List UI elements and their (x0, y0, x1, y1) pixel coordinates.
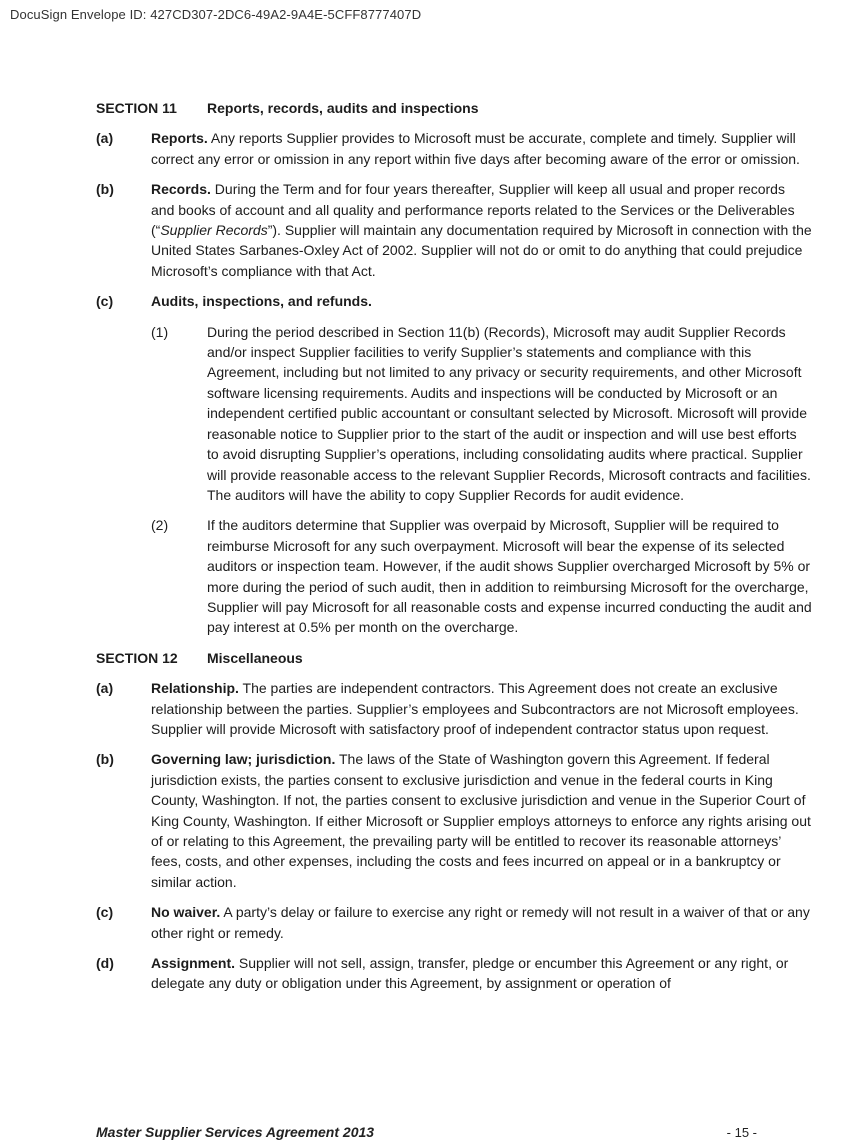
clause-paragraph (96, 678, 812, 739)
clause-body-text: Supplier will not sell, assign, transfer, pledge or encumber this Agreement or any right, or delegate any duty or obligation under this Agreement, by assignment or operation of (151, 955, 789, 992)
section-number: SECTION 12 (96, 649, 178, 666)
footer-page-number: - 15 - (726, 1125, 757, 1140)
document-blocks (96, 98, 812, 1004)
clause-lead-in: Relationship. (151, 680, 239, 697)
clause-body-text: If the auditors determine that Supplier was overpaid by Microsoft, Supplier will be required to reimburse Microsoft for any such overpayment. Microsoft will bear the expense of its selected auditors or inspection team. However, if the audit shows Supplier overcharged Microsoft by 5% or more during the period of such audit, then in addition to reimbursing Microsoft for the overcharge, Supplier will pay Microsoft for all reasonable costs and expense incurred conducting the audit and pay interest at 0.5% per month on the overcharge. (207, 517, 812, 636)
clause-text (207, 322, 812, 506)
clause-lead-in: Reports. (151, 130, 208, 147)
clause-paragraph (96, 953, 812, 994)
section-heading (96, 98, 812, 118)
section-number: SECTION 11 (96, 100, 177, 116)
clause-body-text: During the Term and for four years thereafter, Supplier will keep all usual and proper records and books of account and all quality and performance reports related to the Services or the Deliverables (“ (151, 181, 795, 239)
clause-text (151, 291, 812, 311)
clause-label: (b) (96, 751, 114, 768)
clause-label: (a) (96, 680, 114, 697)
docusign-envelope-id: DocuSign Envelope ID: 427CD307-2DC6-49A2-9A4E-5CFF8777407D (10, 7, 422, 22)
subclause-paragraph (96, 515, 812, 637)
clause-text (151, 902, 812, 943)
defined-term: Supplier Records (160, 222, 268, 239)
clause-lead-in: Audits, inspections, and refunds. (151, 293, 372, 310)
clause-text (151, 179, 812, 281)
clause-paragraph (96, 128, 812, 169)
clause-paragraph (96, 179, 812, 281)
clause-paragraph (96, 291, 812, 311)
clause-body-text: The parties are independent contractors. This Agreement does not create an exclusive relationship between the parties. Supplier’s employees and Subcontractors are not Microsoft employees. Supplier will provide Microsoft with satisfactory proof of independent contractor status upon request. (151, 680, 799, 737)
section-heading (96, 648, 812, 668)
section-title: Reports, records, audits and inspections (207, 100, 479, 116)
clause-body-text: The laws of the State of Washington govern this Agreement. If federal jurisdiction exists, the parties consent to exclusive jurisdiction and venue in the federal courts in King County, Washington. If not, the parties consent to exclusive jurisdiction and venue in the Superior Court of King County, Washington. If either Microsoft or Supplier employs attorneys to enforce any rights arising out of or relating to this Agreement, the prevailing party will be entitled to recover its reasonable attorneys’ fees, costs, and other expenses, including the costs and fees incurred on appeal or in a bankruptcy or similar action. (151, 751, 811, 890)
clause-lead-in: Governing law; jurisdiction. (151, 751, 336, 768)
clause-label: (d) (96, 955, 114, 972)
clause-label: (c) (96, 293, 114, 310)
footer-document-title: Master Supplier Services Agreement 2013 (96, 1124, 375, 1140)
clause-lead-in: No waiver. (151, 904, 221, 921)
clause-text (151, 953, 812, 994)
section-title: Miscellaneous (207, 649, 303, 666)
clause-label: (b) (96, 181, 114, 198)
clause-label: (1) (151, 323, 169, 340)
clause-body-text: ”). Supplier will maintain any documentation required by Microsoft in connection with the United States Sarbanes-Oxley Act of 2002. Supplier will not do or omit to do anything that could prejudice Microsoft’s compliance with that Act. (151, 222, 812, 279)
clause-lead-in: Records. (151, 181, 211, 198)
clause-body-text: Any reports Supplier provides to Microsoft must be accurate, complete and timely. Supplier will correct any error or omission in any report within five days after becoming aware of the error or omission. (151, 130, 800, 167)
clause-body-text: A party’s delay or failure to exercise any right or remedy will not result in a waiver of that or any other right or remedy. (151, 904, 810, 941)
clause-text (151, 128, 812, 169)
clause-label: (a) (96, 130, 114, 147)
clause-label: (2) (151, 517, 169, 534)
clause-text (151, 678, 812, 739)
clause-text (151, 749, 812, 892)
subclause-paragraph (96, 322, 812, 506)
page-footer (96, 1124, 757, 1140)
clause-body-text: During the period described in Section 11(b) (Records), Microsoft may audit Supplier Records and/or inspect Supplier facilities to verify Supplier’s statements and compliance with this Agreement, including but not limited to any privacy or security requirements, and other Microsoft software licensing requirements. Audits and inspections will be conducted by Microsoft or an independent certified public accountant or consultant selected by Microsoft. Microsoft will provide reasonable notice to Supplier prior to the start of the audit or inspection and will use best efforts to avoid disrupting Supplier’s operations, including consolidating audits where practical. Supplier will provide reasonable access to the relevant Supplier Records, Microsoft contracts and facilities. The auditors will have the ability to copy Supplier Records for audit evidence. (207, 323, 811, 503)
clause-text (207, 515, 812, 637)
clause-paragraph (96, 902, 812, 943)
clause-paragraph (96, 749, 812, 892)
clause-label: (c) (96, 904, 114, 921)
clause-lead-in: Assignment. (151, 955, 236, 972)
